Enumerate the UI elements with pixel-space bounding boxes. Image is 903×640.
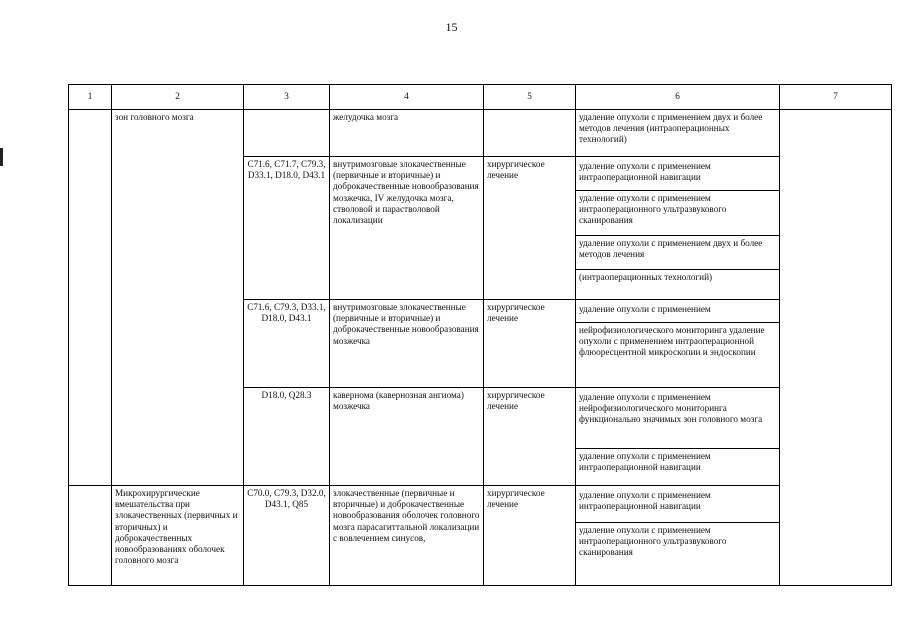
cell-col-3: C71.6, C71.7, C79.3, D33.1, D18.0, D43.1	[244, 157, 330, 300]
cell-col-3: C70.0, C79.3, D32.0, D43.1, Q85	[244, 486, 330, 586]
method-item: удаление опухоли с применением интраоперационного ультразвукового сканирования	[576, 191, 779, 236]
method-item: удаление опухоли с применением двух и более методов лечения	[576, 236, 779, 270]
header-row	[69, 85, 892, 110]
cell-col-2: зон головного мозга	[112, 110, 244, 486]
cell-col-6	[576, 300, 780, 388]
cell-col-6	[576, 486, 780, 586]
cell-col-7	[780, 110, 892, 586]
cell-col-4: внутримозговые злокачественные (первичные и вторичные) и доброкачественные новообразования мозжечка	[330, 300, 484, 388]
cell-col-6: удаление опухоли с применением двух и более методов лечения (интраоперационных технологий)	[576, 110, 780, 157]
method-item: удаление опухоли с применением интраоперационного ультразвукового сканирования	[579, 525, 727, 558]
cell-col-4: кавернома (кавернозная ангиома) мозжечка	[330, 388, 484, 486]
page-number: 15	[445, 20, 458, 34]
cell-col-1	[69, 110, 112, 486]
method-item: удаление опухоли с применением интраоперационной навигации	[576, 488, 779, 523]
cell-col-3	[244, 110, 330, 157]
cell-col-5	[484, 110, 576, 157]
cell-col-1	[69, 486, 112, 586]
cell-col-5: хирургическое лечение	[484, 300, 576, 388]
header-col-6: 6	[576, 85, 780, 110]
header-col-5: 5	[484, 85, 576, 110]
cell-col-5: хирургическое лечение	[484, 388, 576, 486]
header-col-2: 2	[112, 85, 244, 110]
cell-col-4: внутримозговые злокачественные (первичные и вторичные) и доброкачественные новообразования мозжечка, IV желудочка мозга, стволовой и парастволовой локализации	[330, 157, 484, 300]
table-row	[69, 110, 892, 157]
method-item: удаление опухоли с применением интраоперационной навигации	[576, 159, 779, 191]
binding-mark	[0, 148, 3, 166]
header-col-1: 1	[69, 85, 112, 110]
cell-col-3: D18.0, Q28.3	[244, 388, 330, 486]
cell-col-6	[576, 388, 780, 486]
cell-col-2: Микрохирургические вмешательства при злокачественных (первичных и вторичных) и доброкачественных новообразованиях оболочек головного мозга	[112, 486, 244, 586]
cell-col-4: злокачественные (первичные и вторичные) и доброкачественные новообразования оболочек головного мозга парасагиттальной локализации с вовлечением синусов,	[330, 486, 484, 586]
medical-procedures-table	[68, 84, 892, 586]
cell-col-3: C71.6, C79.3, D33.1, D18.0, D43.1	[244, 300, 330, 388]
method-item: (интраоперационных технологий)	[579, 272, 713, 282]
method-item: нейрофизиологического мониторинга удаление опухоли с применением интраоперационной флюоресцентной микроскопии и эндоскопии	[579, 325, 765, 358]
method-item: удаление опухоли с применением нейрофизиологического мониторинга функционально значимых зон головного мозга	[576, 390, 779, 449]
method-item: удаление опухоли с применением	[576, 302, 779, 323]
method-item: удаление опухоли с применением интраоперационной навигации	[579, 451, 711, 473]
cell-col-5: хирургическое лечение	[484, 157, 576, 300]
header-col-4: 4	[330, 85, 484, 110]
cell-col-4: желудочка мозга	[330, 110, 484, 157]
header-col-7: 7	[780, 85, 892, 110]
cell-col-5: хирургическое лечение	[484, 486, 576, 586]
table-row	[69, 486, 892, 586]
cell-col-6	[576, 157, 780, 300]
header-col-3: 3	[244, 85, 330, 110]
